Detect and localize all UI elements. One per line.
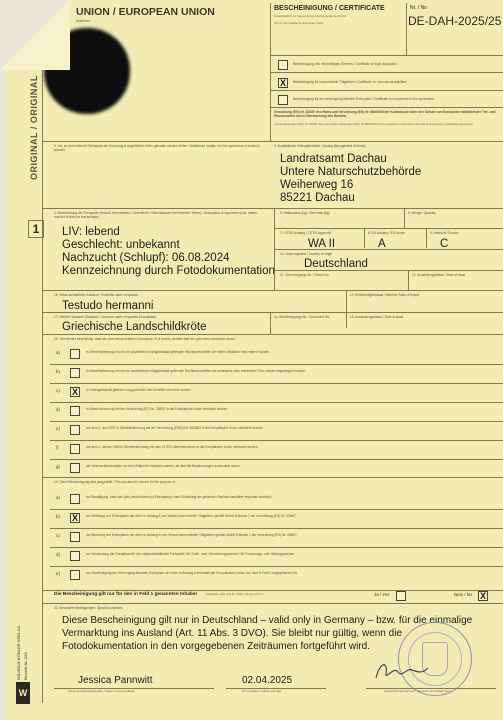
union-small: Ausfuhrer [76, 19, 90, 23]
purpose-clause-checkbox[interactable] [70, 532, 80, 542]
origin-clause-checkbox[interactable] [70, 368, 80, 378]
special-text-2: Vermarktung ins Ausland (Art. 11 Abs. 3 DVO). Sie bleibt nur gültig, wenn die [62, 628, 402, 639]
option-movement-label: Bescheinigung für die Verbringung lebender Exemplare / Certificate for movement of live specimens [293, 97, 434, 101]
origin-clause-text: in Übereinstimmung mit den im ausstellenden Mitgliedstaat geltenden Rechtsvorschriften als verlassene oder entwichene Tiere wieder eingefangen wurden [86, 369, 305, 373]
regulation-text-en: Council Regulation (EC) No 338/97 and Commission Regulation (EC) No 865/2006 on the protection of species of wild fauna and flora by regulating trade therein [274, 122, 474, 126]
origin-clause-checkbox[interactable] [70, 349, 80, 359]
origin-clause-checkbox[interactable]: X [71, 387, 78, 397]
origin-clause-checkbox[interactable] [70, 406, 80, 416]
special-conditions-label: 20. Besondere Bedingungen / Special conditions [54, 606, 123, 610]
regulation-text: Verordnung (EG) Nr. 338/97 des Rates und Verordnung (EG) Nr. 865/2006 der Kommission über den Schutz von Exemplaren wildlebender Tier- und Pflanzenarten durch Überwachung des Handels [274, 110, 496, 118]
nr-label: Nr. / No [410, 5, 427, 11]
common-name-value: Griechische Landschildkröte [62, 321, 207, 333]
origin-clause-text: in Übereinstimmung mit den im ausstellenden Mitgliedstaat geltenden Rechtsvorschriften der freien Wildbahn entnommen wurden [86, 350, 270, 354]
special-text-1: Diese Bescheinigung gilt nur in Deutschland – valid only in Germany – bzw. für die einmalige [62, 615, 473, 626]
common-name-label: 17. Üblicher Artname (Deutsch) / Common name of species (if available) [54, 315, 157, 319]
origin-clause-text: vor dem 1. Januar 1984 in Übereinstimmung mit dem CITES-Übereinkommen in die Europäische Union verbracht wurden [86, 445, 258, 449]
publisher-name: WILHELM KÖHLER VERLAG [16, 625, 21, 680]
certificate-sheet [6, 0, 503, 720]
origin-clause-checkbox[interactable] [70, 463, 80, 473]
field-8-label: 8. EU-Anhang / EU Annex [368, 231, 405, 235]
order-number: Bestell-Nr. 224 [23, 652, 28, 680]
purpose-clause-text: zur Bestätigung, dass das (die) beschriebene(n) Exemplar(e) unter Einhaltung der geltenden Rechtsvorschriften erworben wurde(n) [86, 495, 272, 499]
original-label: ORIGINAL / ORIGINAL [29, 75, 39, 180]
no-label: Nein / No [454, 592, 473, 597]
publisher-logo: W [16, 682, 30, 704]
field-15-label: 15. Ausstellungsdatum / Date of issue [350, 315, 404, 319]
field-7-label: 7. CITES-Anhang / CITES Appendix [280, 231, 332, 235]
cert-desc: Ausschließlich zur Verwendung in der Europäischen Union [274, 14, 347, 18]
signature-caption-name: Name des Bescheinigenden / Name of issuing official [68, 689, 135, 693]
origin-clause-text: als Vorerwerbsexemplare vor dem Zeitpunkt erworben wurden, ab dem die Bestimmungen anwendbar waren [86, 464, 240, 468]
desc-line-3: Nachzucht (Schlupf): 06.08.2024 [62, 252, 230, 264]
option-movement-checkbox[interactable] [278, 95, 288, 105]
option-commercial-label: Bescheinigung für kommerzielle Tätigkeiten / Certificate for commercial activities [293, 80, 407, 84]
purpose-clause-letter: e) [56, 571, 60, 576]
option-commercial-checkbox[interactable]: X [279, 78, 286, 88]
field-3-label: 3. Ausstellende Vollzugsbehörde / Issuing Management Authority [274, 144, 366, 148]
special-text-3: Fotodokumentation in den vorgegebenen Zeiträumen fortgeführt wird. [62, 641, 370, 652]
field-5-label: 5. Nettomasse (kg) / Net mass (kg) [280, 211, 330, 215]
origin-clause-letter: e) [56, 426, 60, 431]
origin-clause-text: vor dem 1. Juni 1997 in Übereinstimmung mit der Verordnung (EWG) Nr. 3626/82 in die Europäische Union verbracht wurden [86, 426, 263, 430]
yes-label: Ja / Yes [374, 592, 390, 597]
purpose-clause-letter: b) [56, 514, 60, 519]
authority-line-1: Landratsamt Dachau [280, 153, 387, 165]
field-10-label: 10. Ursprungsland / Country of origin [280, 252, 333, 256]
field-4-label: 4. Beschreibung der Exemplare (einschl. Kennzeichen, Geschlecht / Geburtsdatum bei lebenden Tieren) / Description of specimens (incl. marks, number of birth for live animals) [54, 211, 258, 219]
field-19-label: 19. Diese Bescheinigung wird ausgestellt / This document is issued for the purpose of: [54, 480, 176, 484]
sign-date: 02.04.2025 [242, 675, 293, 686]
cert-title: BESCHEINIGUNG / CERTIFICATE [274, 5, 385, 12]
purpose-clause-checkbox[interactable] [70, 551, 80, 561]
purpose-clause-text: zur Verwendung der Exemplare für den wissenschaftlichen Fortschritt / für Zucht- oder Vermehrungszwecke / für Forschungs- oder Bildungszwecke [86, 552, 294, 556]
field-2-label: 2. Ort, an dem lebende Exemplare der in Anhang A aufgeführten Arten gehalten werden dürfen / Authorised location for live specimens of Annex A species [54, 144, 260, 152]
authority-line-4: 85221 Dachau [280, 192, 355, 204]
authority-line-3: Weiherweg 16 [280, 179, 354, 191]
field-14-label: 14. Bescheinigungs-Nr. / Document No [274, 315, 330, 319]
holder-only-line: Die Bescheinigung gilt nur für den in Feld 1 genannten Inhaber [54, 592, 198, 597]
origin-clause-letter: c) [56, 388, 60, 393]
purpose-clause-letter: c) [56, 533, 60, 538]
field-12-label: 12. Ausstellungsdatum / Date of issue [412, 273, 466, 277]
purpose-clause-checkbox[interactable] [70, 570, 80, 580]
purpose-clause-text: zur Genehmigung der Verbringung lebender Exemplare der Arten in Anhang A innerhalb der Europäischen Union von dem in Feld 2 angegebenen Ort [86, 571, 297, 575]
origin-clause-letter: b) [56, 369, 60, 374]
yes-checkbox[interactable] [396, 591, 406, 601]
desc-line-2: Geschlecht: unbekannt [62, 239, 180, 251]
field-6-label: 6. Menge / Quantity [408, 211, 436, 215]
authority-line-2: Untere Naturschutzbehörde [280, 166, 422, 178]
signature [372, 656, 432, 686]
cert-desc-en: Not for use outside the European Union [274, 21, 324, 25]
origin-clause-letter: f) [56, 445, 59, 450]
origin-clause-text: in Übereinstimmung mit der Verordnung (EG) Nr. 338/97 in die Europäische Union verbracht wurden [86, 407, 228, 411]
option-legal-acquisition-checkbox[interactable] [278, 60, 288, 70]
origin-clause-text: in Gefangenschaft geboren und gezüchtet oder künstlich vermehrt wurden [86, 388, 191, 392]
copy-number: 1 [28, 220, 44, 238]
union-header: UNION / EUROPEAN UNION [76, 6, 215, 18]
origin-clause-letter: d) [56, 407, 60, 412]
scientific-name-value: Testudo hermanni [62, 300, 154, 312]
cert-number: DE-DAH-2025/25 [408, 14, 502, 28]
folded-corner-flap [0, 0, 70, 70]
origin-clause-letter: a) [56, 350, 60, 355]
signature-caption-date: Ort und Datum / Place and date [242, 689, 282, 693]
purpose-clause-letter: a) [56, 495, 60, 500]
purpose-clause-letter: d) [56, 552, 60, 557]
field-11-label: 11. Genehmigungs-Nr. / Permit No [280, 273, 329, 277]
field-10-value: Deutschland [304, 258, 368, 270]
origin-clause-checkbox[interactable] [70, 425, 80, 435]
origin-clause-letter: g) [56, 464, 60, 469]
purpose-clause-text: zur Befreiung von Exemplaren der Arten in Anhang A von Verbot kommerzieller Tätigkeiten gemäß Artikel 8 Absatz 1 der Verordnung (EG) Nr. 338/97 [86, 514, 296, 518]
field-7-value: WA II [308, 238, 336, 250]
purpose-clause-checkbox[interactable] [70, 494, 80, 504]
scientific-name-label: 16. Wissenschaftlicher Artname / Scientific name of species [54, 293, 139, 297]
origin-clause-checkbox[interactable] [70, 444, 80, 454]
holder-only-line-en: Certificate valid only for holder named in box 1 [206, 592, 264, 596]
purpose-clause-checkbox[interactable]: X [71, 513, 78, 523]
no-checkbox[interactable]: X [479, 591, 486, 601]
desc-line-4: Kennzeichnung durch Fotodokumentation [62, 265, 275, 277]
desc-line-1: LIV: lebend [62, 226, 120, 238]
signature-caption-stamp: Unterschrift und Stempel / Signature and official stamp [384, 689, 452, 693]
field-9-value: C [440, 238, 449, 250]
field-8-value: A [378, 238, 386, 250]
purpose-clause-text: zur Befreiung von Exemplaren der Arten in Anhang A vom Verbot kommerzieller Tätigkeiten gemäß Artikel 8 Absatz 1 der Verordnung (EG) Nr. 338/97 [86, 533, 297, 537]
field-9-label: 9. Herkunft / Source [430, 231, 459, 235]
option-legal-acquisition-label: Bescheinigung des rechtmäßigen Erwerbs / Certificate of legal acquisition [293, 62, 398, 66]
field-18-label: 18. Hiermit wird bescheinigt, dass die oben beschriebenen Exemplare / It is hereby certified that the specimens described above: [54, 337, 236, 341]
field-13-label: 13. Einfuhrmitgliedstaat / Member State of import [350, 293, 420, 297]
signer-name: Jessica Pannwitt [78, 675, 153, 686]
